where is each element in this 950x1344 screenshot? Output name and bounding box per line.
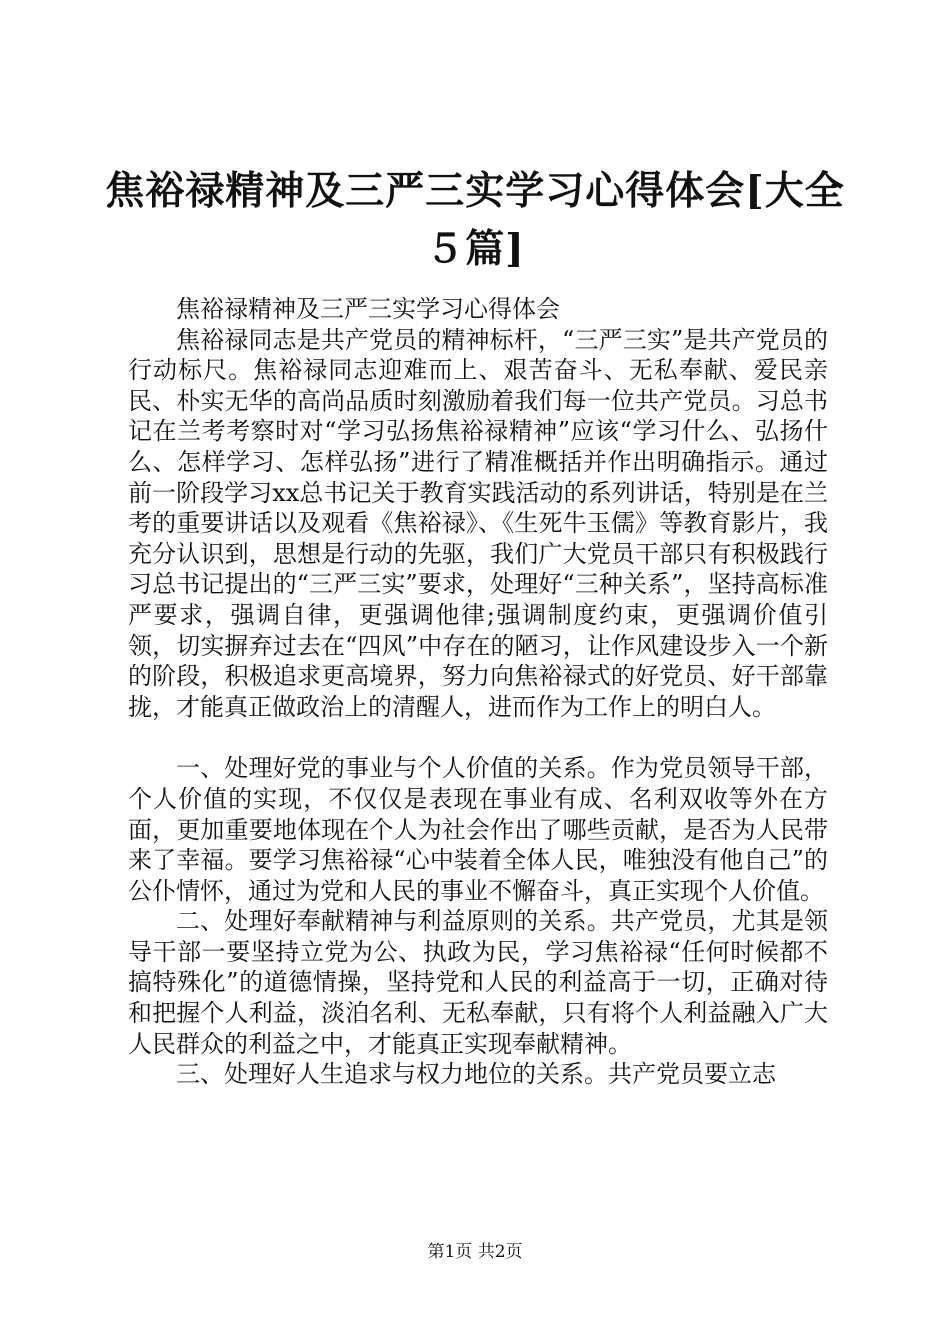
document-body (128, 294, 828, 1090)
section-one-paragraph: 一、处理好党的事业与个人价值的关系。作为党员领导干部，个人价值的实现，不仅仅是表现在事业有成、名利双收等外在方面，更加重要地体现在个人为社会作出了哪些贡献，是否为人民带来了幸福。要学习焦裕禄“心中装着全体人民，唯独没有他自己”的公仆情怀，通过为党和人民的事业不懈奋斗，真正实现个人价值。 (128, 754, 828, 905)
intro-paragraph: 焦裕禄同志是共产党员的精神标杆，“三严三实”是共产党员的行动标尺。焦裕禄同志迎难而上、艰苦奋斗、无私奉献、爱民亲民、朴实无华的高尚品质时刻激励着我们每一位共产党员。习总书记在兰考考察时对“学习弘扬焦裕禄精神”应该“学习什么、弘扬什么、怎样学习、怎样弘扬”进行了精准概括并作出明确指示。通过前一阶段学习xx总书记关于教育实践活动的系列讲话，特别是在兰考的重要讲话以及观看《焦裕禄》、《生死牛玉儒》等教育影片，我充分认识到，思想是行动的先驱，我们广大党员干部只有积极践行习总书记提出的“三严三实”要求，处理好“三种关系”，坚持高标准严要求，强调自律，更强调他律;强调制度约束，更强调价值引领，切实摒弃过去在“四风”中存在的陋习，让作风建设步入一个新的阶段，积极追求更高境界，努力向焦裕禄式的好党员、好干部靠拢，才能真正做政治上的清醒人，进而作为工作上的明白人。 (128, 325, 828, 721)
page-footer: 第1页 共2页 (427, 1242, 523, 1262)
section-two-paragraph: 二、处理好奉献精神与利益原则的关系。共产党员，尤其是领导干部一要坚持立党为公、执政为民，学习焦裕禄“任何时候都不搞特殊化”的道德情操，坚持党和人民的利益高于一切，正确对待和把握个人利益，淡泊名利、无私奉献，只有将个人利益融入广大人民群众的利益之中，才能真正实现奉献精神。 (128, 907, 828, 1058)
subtitle-paragraph: 焦裕禄精神及三严三实学习心得体会 (176, 295, 560, 323)
section-three-paragraph: 三、处理好人生追求与权力地位的关系。共产党员要立志 (176, 1060, 776, 1089)
document-title: 焦裕禄精神及三严三实学习心得体会[大全５篇] (105, 168, 845, 272)
